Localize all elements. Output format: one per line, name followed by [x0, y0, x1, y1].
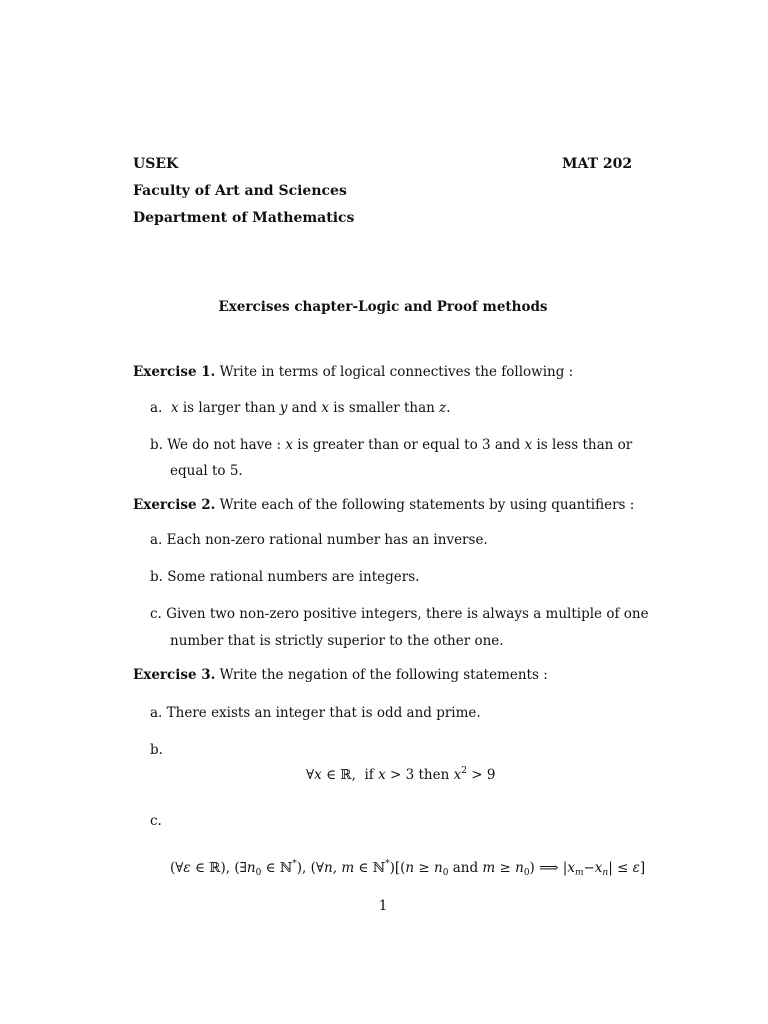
exercise-2-item-a [150, 532, 488, 548]
exercise-2-text: Write each of the following statements by using quantifiers : [219, 497, 635, 513]
exercise-3-heading [133, 667, 548, 683]
exercise-2-c-text-1: Given two non-zero positive integers, there is always a multiple of one [166, 606, 649, 622]
item-marker: a. [150, 532, 163, 548]
exercise-1-item-b [150, 437, 632, 453]
item-marker: a. [150, 705, 163, 721]
exercise-2-b-text: Some rational numbers are integers. [167, 569, 420, 585]
faculty-name: Faculty of Art and Sciences [133, 183, 347, 199]
item-marker: a. [150, 400, 163, 416]
item-marker: b. [150, 569, 163, 585]
exercise-1-b-line-2: equal to 5. [170, 463, 243, 479]
exercise-3-item-c-marker: c. [150, 813, 162, 829]
exercise-1-heading [133, 364, 573, 380]
exercise-1-text: Write in terms of logical connectives the following : [219, 364, 574, 380]
exercise-3-text: Write the negation of the following statements : [219, 667, 548, 683]
document-title: Exercises chapter-Logic and Proof methods [218, 299, 548, 315]
exercise-2-item-c [150, 606, 649, 622]
exercise-2-a-text: Each non-zero rational number has an inverse. [166, 532, 488, 548]
exercise-3-label: Exercise 3. [133, 667, 216, 683]
exercise-2-item-b [150, 569, 419, 585]
exercise-3-a-text: There exists an integer that is odd and prime. [166, 705, 481, 721]
exercise-1-b-text-2: is greater than or equal to 3 and [293, 437, 525, 453]
exercise-3-item-a [150, 705, 481, 721]
exercise-3-item-b-marker: b. [150, 742, 163, 758]
math-var: x [524, 437, 533, 453]
university-name: USEK [133, 156, 179, 172]
exercise-3-c-formula: (∀ε ∈ ℝ), ($\exists n_0$ ∈ ℕ*), (∀n, m ∈ ℕ*)[(n ≥ $n_0$ and $m \ge n_0$) ⟹ $|x_m-x_n| \le \varepsilon$] [170, 859, 646, 878]
exercise-2-c-line-2: number that is strictly superior to the other one. [170, 633, 504, 649]
exercise-1-b-text-1: We do not have : [167, 437, 286, 453]
item-marker: b. [150, 437, 163, 453]
department-name: Department of Mathematics [133, 210, 355, 226]
exercise-1-b-text-3: is less than or [532, 437, 633, 453]
math-var: x [285, 437, 294, 453]
exercise-2-label: Exercise 2. [133, 497, 216, 513]
exercise-3-b-formula: ∀x ∈ ℝ, if x > 3 then $x^2 > 9$ [306, 766, 496, 783]
course-code: MAT 202 [562, 156, 633, 172]
exercise-1-item-a [150, 400, 451, 416]
item-marker: c. [150, 606, 162, 622]
exercise-1-a-math: x is larger than y and x is smaller than z. [170, 400, 451, 416]
page-number: 1 [378, 898, 388, 914]
exercise-1-label: Exercise 1. [133, 364, 216, 380]
exercise-2-heading [133, 497, 634, 513]
